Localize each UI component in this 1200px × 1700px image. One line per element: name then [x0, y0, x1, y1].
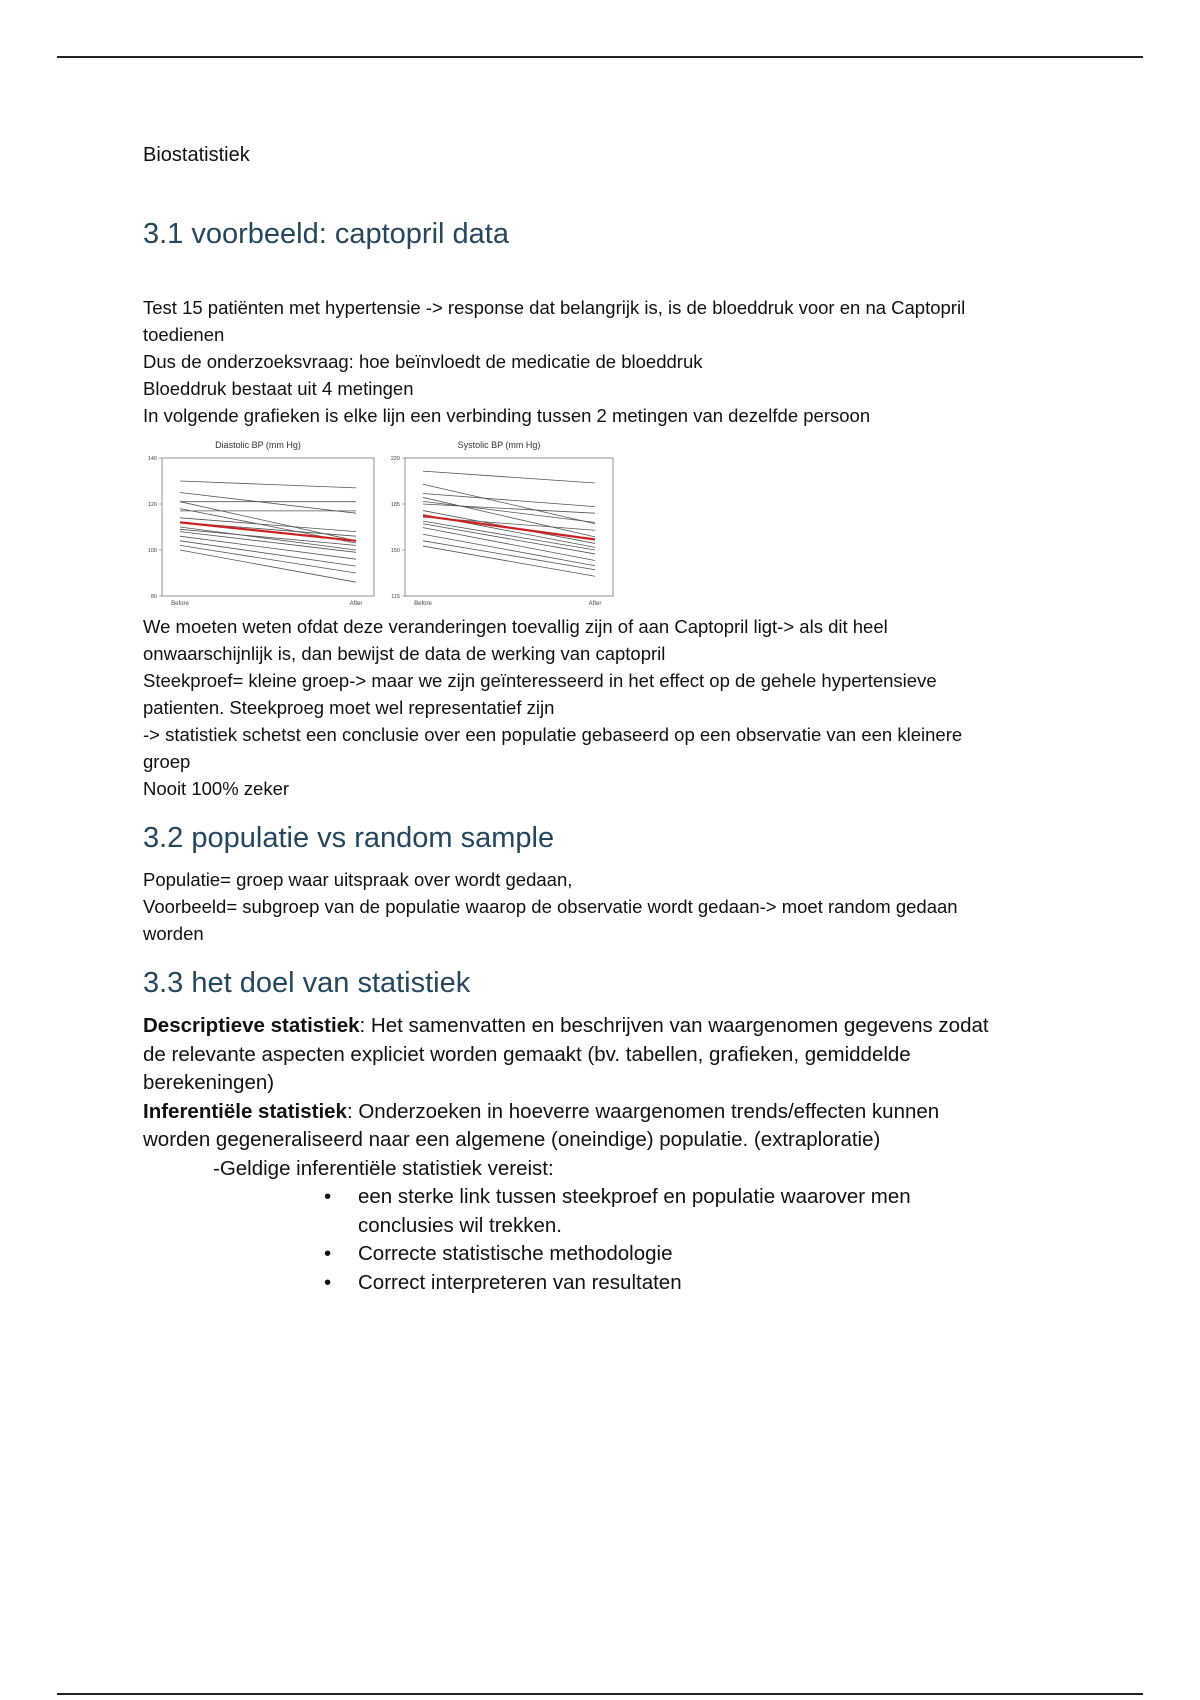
chart-title: Systolic BP (mm Hg): [457, 440, 541, 450]
text-line: worden: [143, 923, 204, 944]
patient-line: [180, 481, 356, 488]
list-item: • Correct interpreteren van resultaten: [358, 1269, 1073, 1298]
section-3-1-intro: [143, 294, 1073, 429]
text-line: Steekproef= kleine groep-> maar we zijn geïnteresseerd in het effect op de gehele hypertensieve: [143, 670, 937, 691]
bullet-icon: •: [324, 1270, 332, 1294]
bottom-rule: [57, 1693, 1143, 1695]
text-line: onwaarschijnlijk is, dan bewijst de data de werking van captopril: [143, 643, 666, 664]
running-header: Biostatistiek: [143, 144, 250, 166]
patient-line: [180, 536, 356, 559]
y-tick-label: 220: [390, 456, 400, 462]
bp-charts-svg: [143, 432, 623, 612]
section-3-1-after: [143, 613, 1073, 802]
text-line: worden gegeneraliseerd naar een algemene (oneindige) populatie. (extraploratie): [143, 1128, 881, 1151]
y-tick-label: 80: [150, 594, 157, 600]
patient-line: [180, 550, 356, 582]
x-tick-label: After: [588, 601, 602, 607]
top-rule: [57, 56, 1143, 58]
text-line: Test 15 patiënten met hypertensie -> response dat belangrijk is, is de bloeddruk voor en na Captopril: [143, 297, 966, 318]
y-tick-label: 185: [390, 502, 400, 508]
bullet-icon: •: [324, 1242, 332, 1265]
patient-line: [423, 471, 595, 483]
requirements-list: [143, 1183, 1073, 1297]
patient-line: [180, 541, 356, 566]
section-heading-3-3: 3.3 het doel van statistiek: [143, 967, 471, 999]
inferential-text: : Onderzoeken in hoeverre waargenomen trends/effecten kunnen: [346, 1099, 940, 1123]
text-line: Nooit 100% zeker: [143, 778, 290, 799]
y-tick-label: 140: [147, 456, 157, 462]
x-tick-label: Before: [171, 601, 189, 607]
patient-line: [423, 484, 595, 523]
text-line: Populatie= groep waar uitspraak over wordt gedaan,: [143, 869, 573, 890]
inferential-term: Inferentiële statistiek: [143, 1099, 347, 1123]
chart-title: Diastolic BP (mm Hg): [215, 440, 301, 450]
descriptive-term: Descriptieve statistiek: [143, 1014, 360, 1037]
text-line: -> statistiek schetst een conclusie over een populatie gebaseerd op een observatie van een kleinere: [143, 724, 963, 745]
list-item: • Correcte statistische methodologie: [358, 1240, 1073, 1269]
y-tick-label: 120: [147, 502, 157, 508]
text-line: de relevante aspecten expliciet worden gemaakt (bv. tabellen, grafieken, gemiddelde: [143, 1042, 911, 1066]
section-heading-3-2: 3.2 populatie vs random sample: [143, 822, 555, 854]
section-3-3-body: [143, 1012, 1073, 1297]
list-item-continuation: conclusies wil trekken.: [358, 1213, 562, 1237]
chart-frame: [162, 458, 374, 596]
bp-charts: [143, 432, 623, 612]
x-tick-label: After: [349, 601, 363, 607]
descriptive-line: [143, 1012, 1073, 1041]
text-line: berekeningen): [143, 1071, 275, 1094]
inferential-line: [143, 1098, 1073, 1127]
list-item: • een sterke link tussen steekproef en populatie waarover men: [358, 1183, 1073, 1212]
y-tick-label: 100: [147, 548, 157, 554]
section-heading-3-1: 3.1 voorbeeld: captopril data: [143, 218, 509, 250]
text-line: patienten. Steekproeg moet wel representatief zijn: [143, 697, 555, 718]
patient-line: [180, 493, 356, 514]
text-line: Bloeddruk bestaat uit 4 metingen: [143, 378, 414, 399]
descriptive-text: : Het samenvatten en beschrijven van waargenomen gegevens zodat: [359, 1014, 989, 1037]
text-line: Voorbeeld= subgroep van de populatie waarop de observatie wordt gedaan-> moet random gedaan: [143, 896, 958, 917]
x-tick-label: Before: [414, 601, 432, 607]
text-line: In volgende grafieken is elke lijn een verbinding tussen 2 metingen van dezelfde persoon: [143, 405, 871, 426]
bullet-icon: •: [324, 1185, 332, 1208]
text-line: Dus de onderzoeksvraag: hoe beïnvloedt de medicatie de bloeddruk: [143, 351, 703, 372]
y-tick-label: 150: [390, 548, 400, 554]
text-line: We moeten weten ofdat deze veranderingen toevallig zijn of aan Captopril ligt-> als dit heel: [143, 616, 888, 637]
text-line: groep: [143, 751, 191, 772]
text-line: toedienen: [143, 324, 225, 345]
y-tick-label: 115: [391, 594, 400, 600]
section-3-2-body: [143, 866, 1073, 947]
requirements-intro: -Geldige inferentiële statistiek vereist:: [213, 1156, 554, 1180]
